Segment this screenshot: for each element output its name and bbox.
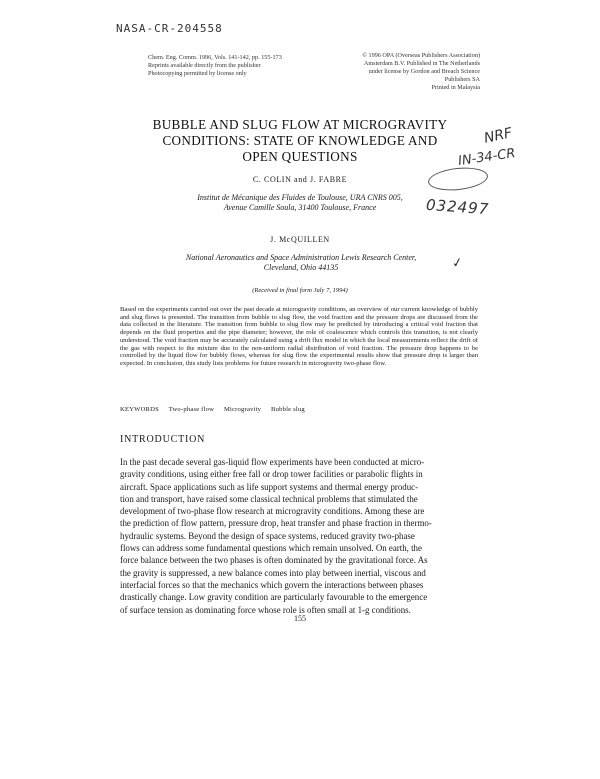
body-text bbox=[120, 456, 478, 616]
section-heading: INTRODUCTION bbox=[120, 434, 206, 445]
pubinfo-right-line: under license by Gordon and Breach Science bbox=[368, 68, 480, 75]
received-date: (Received in final form July 7, 1994) bbox=[252, 287, 348, 294]
pubinfo-right-line: Publishers SA bbox=[444, 76, 480, 83]
handwritten-note: 032497 bbox=[425, 195, 490, 219]
handwritten-note: IN-34-CR bbox=[457, 146, 517, 169]
body-line: aircraft. Space applications such as life support systems and thermal energy produc- bbox=[120, 481, 419, 492]
pubinfo-left-line: Photocopying permitted by license only bbox=[148, 70, 247, 77]
report-id: NASA-CR-204558 bbox=[116, 22, 223, 35]
body-line: the gravity is suppressed, a new balance comes into play between inertial, viscous and bbox=[120, 567, 426, 578]
paper-title bbox=[110, 117, 490, 165]
title-line: OPEN QUESTIONS bbox=[242, 149, 358, 164]
page-number: 155 bbox=[294, 614, 306, 623]
body-line: drastically change. Low gravity condition are particularly favourable to the emergence bbox=[120, 592, 428, 603]
keyword: Bubble slug bbox=[271, 406, 305, 413]
pubinfo-right-line: Amsterdam B.V. Published in The Netherlands bbox=[363, 60, 480, 67]
abstract: Based on the experiments carried out over the past decade at microgravity conditions, an overview of our current knowledge of bubbly and slug flows is presented. The transition from bubble to slug flow, the void fraction and the pressure drops are discussed from the data collected in the literature. The transition from bubble to slug flow may be predicted by introducing a critical void fraction that depends on the fluid properties and the pipe diameter; however, the role of coalescence which controls this transition, is not clearly understood. The void fraction may be accurately calculated using a drift flux model in which the local measurements reflect the drift of the gas with respect to the mixture due to the non-uniform radial distribution of void fraction. The pressure drop happens to be controlled by the liquid flow for bubbly flows, whereas for slug flow the experimental results show that pressure drop is larger than expected. In conclusion, this study lists problems for future research in microgravity two-phase flow. bbox=[120, 306, 478, 367]
title-line: CONDITIONS: STATE OF KNOWLEDGE AND bbox=[162, 133, 438, 148]
affiliation-line: National Aeronautics and Space Administration Lewis Research Center, bbox=[185, 253, 417, 262]
body-line: of surface tension as dominating force whose role is often small at 1-g conditions. bbox=[120, 604, 411, 615]
keywords bbox=[120, 406, 480, 413]
body-line: tion and transport, have raised some classical technical problems that stimulated the bbox=[120, 493, 418, 504]
checkmark-icon: ✓ bbox=[450, 255, 465, 272]
keyword: Two-phase flow bbox=[168, 406, 215, 413]
body-line: In the past decade several gas-liquid flow experiments have been conducted at micro- bbox=[120, 457, 425, 467]
affiliation-line: Avenue Camille Soula, 31400 Toulouse, France bbox=[223, 203, 377, 212]
affiliation-2 bbox=[146, 253, 456, 273]
affiliation-line: Institut de Mécanique des Fluides de Toulouse, URA CNRS 005, bbox=[197, 193, 403, 202]
body-line: hydraulic systems. Beyond the design of space systems, reduced gravity two-phase bbox=[120, 530, 415, 541]
keywords-label: KEYWORDS bbox=[120, 406, 159, 413]
body-line: flows can address some fundamental questions which remain unsolved. On earth, the bbox=[120, 543, 422, 554]
affiliation-1 bbox=[166, 193, 434, 213]
keyword: Microgravity bbox=[223, 406, 262, 413]
publication-info-right bbox=[330, 52, 480, 92]
handwritten-note: NRF bbox=[482, 125, 514, 147]
publication-info-left bbox=[148, 54, 328, 78]
body-line: interfacial forces so that the mechanics which govern the interactions between phases bbox=[120, 579, 424, 590]
pubinfo-left-line: Reprints available directly from the publisher bbox=[148, 62, 261, 69]
pubinfo-right-line: © 1996 OPA (Overseas Publishers Association) bbox=[362, 52, 480, 59]
body-line: force balance between the two phases is often dominated by the gravitational force. As bbox=[120, 555, 428, 566]
body-line: development of two-phase flow research at microgravity conditions. Among these are bbox=[120, 506, 425, 517]
pubinfo-right-line: Printed in Malaysia bbox=[431, 84, 480, 91]
title-line: BUBBLE AND SLUG FLOW AT MICROGRAVITY bbox=[152, 117, 448, 132]
authors-1: C. COLIN and J. FABRE bbox=[252, 175, 348, 184]
handwritten-circle bbox=[427, 165, 489, 193]
affiliation-line: Cleveland, Ohio 44135 bbox=[263, 263, 339, 272]
pubinfo-left-line: Chem. Eng. Comm. 1996, Vols. 141-142, pp. 155-173 bbox=[148, 54, 282, 61]
authors-2: J. McQUILLEN bbox=[270, 235, 330, 244]
body-line: gravity conditions, using either free fall or drop tower facilities or parabolic flights in bbox=[120, 469, 423, 480]
body-line: the prediction of flow pattern, pressure drop, heat transfer and phase fraction in thermo- bbox=[120, 518, 432, 529]
